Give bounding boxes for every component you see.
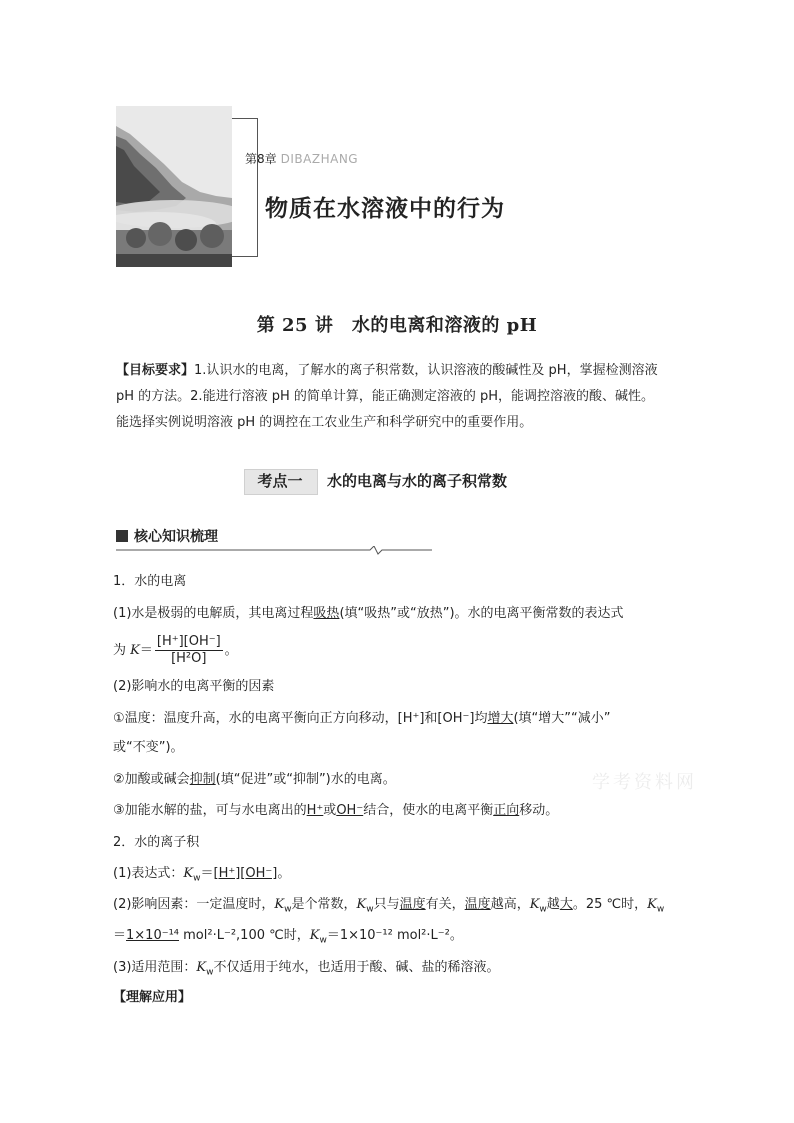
- answer-endothermic: 吸热: [313, 606, 340, 621]
- objectives-line-1: [116, 358, 696, 384]
- para-3: ①温度：温度升高，水的电离平衡向正方向移动，[H⁺]和[OH⁻]均增大(填“增大”“减小”: [113, 711, 611, 726]
- chapter-label: [245, 150, 358, 167]
- para-1: (1)水是极弱的电解质，其电离过程吸热(填“吸热”或“放热”)。水的电离平衡常数的表达式: [113, 606, 624, 621]
- para-8: ＝1×10⁻¹⁴ mol²·L⁻²,100 ℃时，$K_w=1\times 10^{-12}$ mol²·L⁻²。: [113, 928, 463, 946]
- chapter-title: 物质在水溶液中的行为: [265, 196, 505, 222]
- answer-kw-25c: 1×10⁻¹⁴: [126, 928, 180, 943]
- section-number: 考点一: [257, 472, 303, 490]
- para-6: (1)表达式：$K_w=[H^+][OH^-]$。: [113, 866, 291, 884]
- square-bullet-icon: [116, 530, 128, 542]
- knowledge-divider: [116, 546, 434, 558]
- objectives-line-2: pH 的方法。2.能进行溶液 pH 的简单计算，能正确测定溶液的 pH，能调控溶液的酸、碱性。: [116, 389, 655, 404]
- answer-oh-ion: OH⁻: [336, 803, 364, 818]
- answer-temperature-2: 温度: [464, 897, 491, 912]
- heading-water-ionization: 1．水的电离: [113, 574, 187, 589]
- answer-inhibit: 抑制: [189, 772, 216, 787]
- watermark: 学考资料网: [592, 772, 697, 793]
- knowledge-heading: 核心知识梳理: [134, 529, 218, 545]
- answer-temperature-1: 温度: [399, 897, 426, 912]
- equilibrium-constant-expression: 为 K＝ $\frac{[H^+][OH^-]}{\text{[H²O]}}$ 。: [113, 634, 238, 666]
- k-fraction: $\frac{[H^+][OH^-]}{\text{[H²O]}}$: [156, 634, 221, 666]
- objectives-line-3: 能选择实例说明溶液 pH 的调控在工农业生产和科学研究中的重要作用。: [116, 415, 533, 430]
- heading-ion-product: 2．水的离子积: [113, 835, 200, 850]
- chapter-cover-photo: [116, 106, 232, 267]
- mountain-landscape-image: [116, 106, 232, 267]
- understand-apply-tag: 【理解应用】: [113, 990, 192, 1005]
- answer-increase: 增大: [487, 711, 514, 726]
- chapter-frame-line: [232, 118, 258, 257]
- objectives-text-1: 1.认识水的电离，了解水的离子积常数，认识溶液的酸碱性及 pH，掌握检测溶液: [194, 363, 658, 378]
- section-title: 水的电离与水的离子积常数: [327, 472, 508, 490]
- answer-forward: 正向: [493, 803, 520, 818]
- lecture-title: 第 25 讲 水的电离和溶液的 pH: [256, 315, 538, 336]
- answer-larger: 大: [559, 897, 573, 912]
- para-5: ③加能水解的盐，可与水电离出的H⁺或OH⁻结合，使水的电离平衡正向移动。: [113, 803, 559, 818]
- para-9: (3)适用范围：$K_w$不仅适用于纯水，也适用于酸、碱、盐的稀溶液。: [113, 960, 500, 978]
- objectives-tag: 【目标要求】: [116, 363, 195, 378]
- answer-kw-expression: [H⁺][OH⁻]: [213, 866, 278, 881]
- chapter-number: 第8章: [245, 152, 277, 166]
- para-2: (2)影响水的电离平衡的因素: [113, 679, 275, 694]
- answer-h-ion: H⁺: [306, 803, 324, 818]
- para-4: ②加酸或碱会抑制(填“促进”或“抑制”)水的电离。: [113, 772, 396, 787]
- para-7: (2)影响因素：一定温度时，$K_w$是个常数，$K_w$只与温度有关，温度越高，$K_w$越大。25 ℃时，$K_w$: [113, 897, 665, 915]
- para-3-cont: 或“不变”)。: [113, 740, 184, 755]
- chapter-pinyin: DIBAZHANG: [280, 152, 359, 166]
- objectives-block: [116, 358, 696, 436]
